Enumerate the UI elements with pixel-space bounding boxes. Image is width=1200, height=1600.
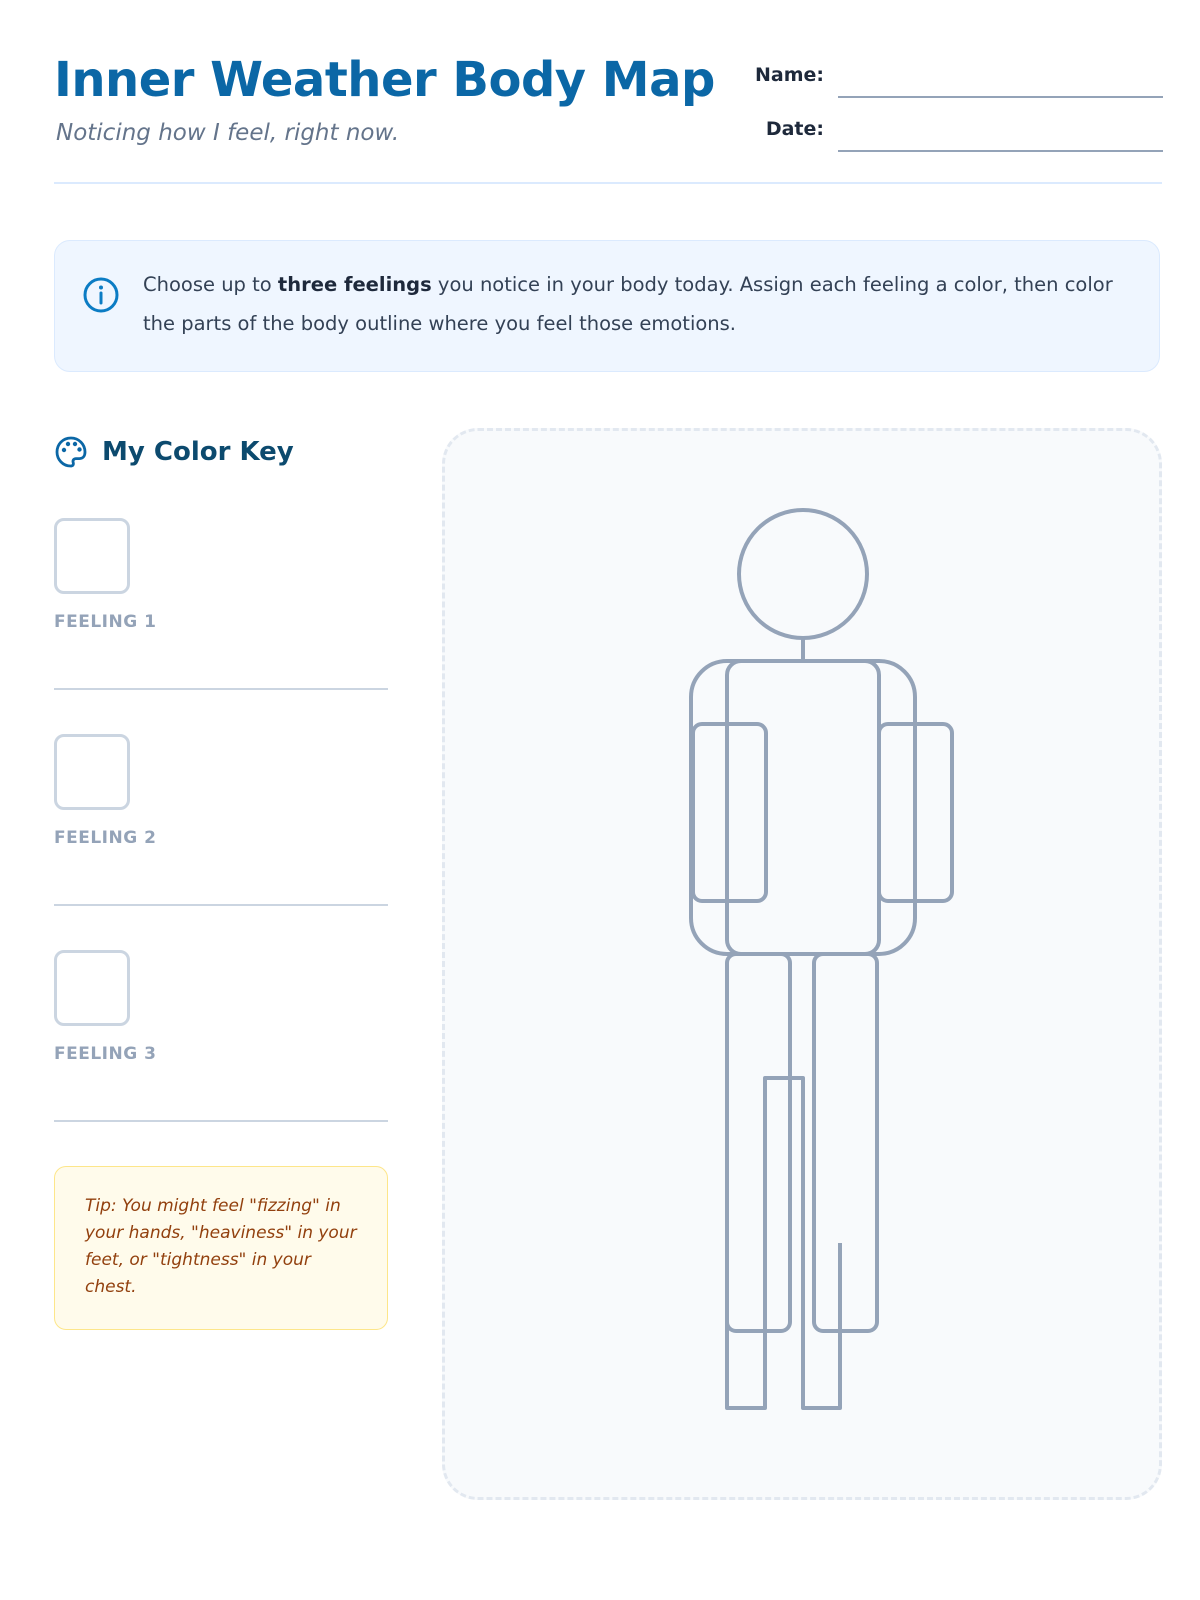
- feeling-2-swatch[interactable]: [54, 734, 130, 810]
- body-left-leg[interactable]: [727, 954, 790, 1331]
- tip-text: Tip: You might feel "fizzing" in your hands, "heaviness" in your feet, or "tightness" in your chest.: [85, 1196, 357, 1297]
- feeling-1-swatch[interactable]: [54, 518, 130, 594]
- feeling-1-input[interactable]: [54, 666, 388, 690]
- name-label: Name:: [754, 64, 824, 86]
- body-right-leg[interactable]: [814, 954, 877, 1331]
- info-icon: [83, 277, 119, 313]
- feeling-1-label: FEELING 1: [54, 612, 157, 632]
- header-divider: [54, 182, 1162, 184]
- date-field[interactable]: [838, 126, 1163, 152]
- body-head[interactable]: [739, 510, 867, 638]
- feeling-3-label: FEELING 3: [54, 1044, 157, 1064]
- palette-icon: [54, 435, 88, 469]
- feeling-2-label: FEELING 2: [54, 828, 157, 848]
- name-field[interactable]: [838, 72, 1163, 98]
- feeling-2-input[interactable]: [54, 882, 388, 906]
- color-key-heading: [54, 432, 294, 472]
- page-title: Inner Weather Body Map: [54, 52, 715, 108]
- body-map-panel: [442, 428, 1162, 1500]
- instructions-emphasis: three feelings: [277, 273, 432, 296]
- feeling-3-input[interactable]: [54, 1098, 388, 1122]
- color-key-title: My Color Key: [102, 437, 294, 467]
- instructions-box: [54, 240, 1160, 372]
- date-label: Date:: [765, 118, 824, 140]
- instructions-text: Choose up to three feelings you notice in your body today. Assign each feeling a color, then color the parts of the body outline where you feel those emotions.: [143, 273, 1113, 335]
- feeling-3-swatch[interactable]: [54, 950, 130, 1026]
- body-torso[interactable]: [727, 661, 879, 954]
- body-left-arm[interactable]: [693, 724, 766, 901]
- body-shoulders[interactable]: [691, 661, 915, 954]
- body-outline[interactable]: [445, 431, 1165, 1503]
- page-subtitle: Noticing how I feel, right now.: [56, 120, 400, 146]
- body-feet[interactable]: [727, 1078, 840, 1408]
- tip-box: [54, 1166, 388, 1330]
